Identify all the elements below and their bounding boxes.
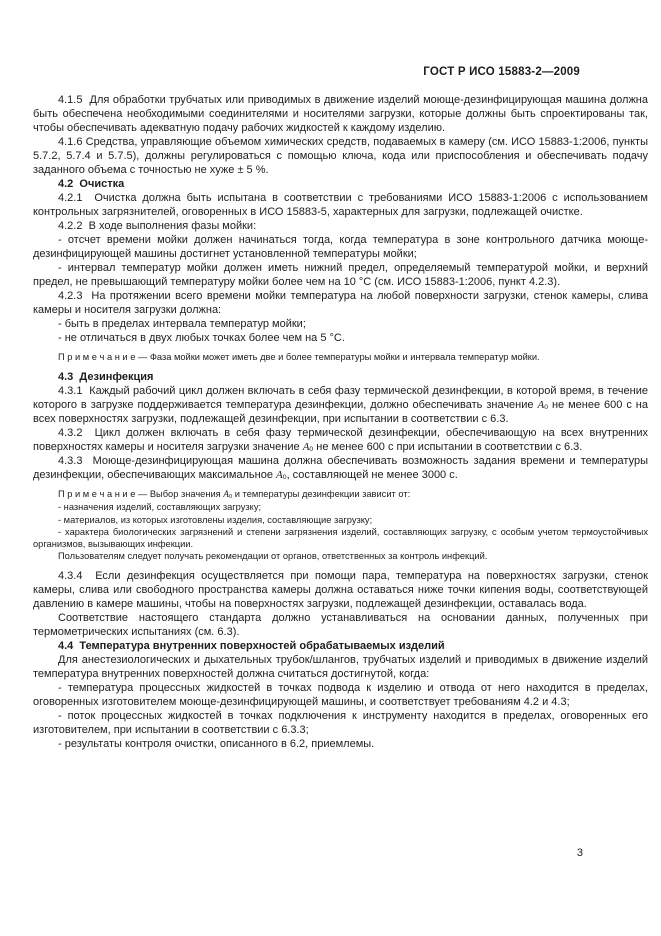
paragraph: 4.2.2 В ходе выполнения фазы мойки: xyxy=(58,220,257,232)
section-heading: 4.2 Очистка xyxy=(58,178,125,190)
paragraph: 4.3.2 Цикл должен включать в себя фазу термической дезинфекции, обеспечивающую на всех внутренних поверхностях камеры и носителя загрузки значение $A_0$ не менее 600 с при испытании в соответствии с 6.3. xyxy=(33,427,648,454)
paragraph: - результаты контроля очистки, описанного в 6.2, приемлемы. xyxy=(58,738,375,751)
paragraph: 4.2.1 Очистка должна быть испытана в соответствии с требованиями ИСО 15883-1:2006 с использованием контрольных загрязнителей, оговоренных в ИСО 15883-5, характерных для загрузки, подлежащей очистке. xyxy=(33,192,648,218)
paragraph: 4.3.3 Моюще-дезинфицирующая машина должна обеспечивать возможность задания времени и температуры дезинфекции, обеспечивающих максимальное $A_0$, составляющей не менее 3000 с. xyxy=(33,455,648,482)
page-number: 3 xyxy=(576,847,583,859)
paragraph: 4.1.6 Средства, управляющие объемом химических средств, подаваемых в камеру (см. ИСО 15883-1:2006, пункты 5.7.2, 5.7.4 и 5.7.5), должны регулироваться с помощью ключа, кода или приспособления и обеспечивать подачу заданного объема с точностью не хуже ± 5 %. xyxy=(33,136,648,176)
document-body xyxy=(33,93,648,751)
paragraph: 4.3.4 Если дезинфекция осуществляется при помощи пара, температура на поверхностях загрузки, стенок камеры, слива или свободного пространства камеры должна оставаться ниже точки кипения воды, соответствующей давлению в камере машины, чтобы на поверхностях загрузки, подлежащей дезинфекции, оставалась вода. xyxy=(33,570,648,611)
paragraph: - температура процессных жидкостей в точках подвода к изделию и отвода от него находится в пределах, оговоренных изготовителем моюще-дезинфицирующей машины, и соответствует требованиям 4.2 и 4.3; xyxy=(33,682,648,709)
note-block xyxy=(33,351,648,363)
a0-symbol: $A_0$ xyxy=(302,441,314,454)
note-line: Пользователям следует получать рекомендации от органов, ответственных за контроль инфекций. xyxy=(58,551,488,562)
paragraph: - не отличаться в двух любых точках более чем на 5 °С. xyxy=(58,332,345,344)
paragraph: Соответствие настоящего стандарта должно устанавливаться на основании данных, полученных при термометрических испытаниях (см. 6.3). xyxy=(33,612,648,639)
paragraph: 4.1.5 Для обработки трубчатых или приводимых в движение изделий моюще-дезинфицирующая машина должна быть обеспечена необходимыми соединителями и носителями загрузки, которые должны быть спроектированы так, чтобы обеспечивать адекватную подачу рабочих жидкостей к каждому изделию. xyxy=(33,94,648,134)
note-line: - характера биологических загрязнений и степени загрязнения изделий, составляющих загрузку, с особым учетом термоустойчивых организмов, вызывающих инфекции. xyxy=(33,526,648,550)
paragraph: - интервал температур мойки должен иметь нижний предел, определяемый температурой мойки, и верхний предел, не превышающий температуру мойки более чем на 10 °С (см. ИСО 15883-1:2006, пункт 4.2.3). xyxy=(33,262,648,288)
note-line: П р и м е ч а н и е — Фаза мойки может иметь две и более температуры мойки и интервала температур мойки. xyxy=(58,352,540,362)
note-line: - материалов, из которых изготовлены изделия, составляющие загрузку; xyxy=(58,514,373,525)
paragraph: - отсчет времени мойки должен начинаться тогда, когда температура в зоне контрольного датчика моюще-дезинфицирующей машины достигнет установленной температуры мойки; xyxy=(33,234,648,260)
a0-symbol: $A_0$ xyxy=(276,469,287,482)
paragraph: 4.3.1 Каждый рабочий цикл должен включать в себя фазу термической дезинфекции, в которой время, в течение которого в загрузке поддерживается температура дезинфекции, должно обеспечивать значение $A_0$ не менее 600 с на всех поверхностях загрузки, подлежащей дезинфекции, при испытании в соответствии с 6.3. xyxy=(33,385,649,426)
paragraph: - быть в пределах интервала температур мойки; xyxy=(58,318,306,330)
document-header: ГОСТ Р ИСО 15883-2—2009 xyxy=(423,66,580,78)
paragraph: 4.2.3 На протяжении всего времени мойки температура на любой поверхности загрузки, стенок камеры, слива камеры и носителя загрузки должна: xyxy=(33,290,648,316)
note-line: П р и м е ч а н и е — Выбор значения $A_0$ и температуры дезинфекции зависит от: xyxy=(58,489,411,501)
section-heading: 4.4 Температура внутренних поверхностей обрабатываемых изделий xyxy=(58,640,445,653)
note-block xyxy=(33,488,648,562)
a0-symbol: $A_0$ xyxy=(537,399,548,412)
paragraph: - поток процессных жидкостей в точках подключения к инструменту находится в пределах, оговоренных его изготовителем, при испытании в соответствии с 6.3.3; xyxy=(33,710,648,737)
note-line: - назначения изделий, составляющих загрузку; xyxy=(58,502,262,513)
a0-symbol: $A_0$ xyxy=(223,490,233,501)
section-heading: 4.3 Дезинфекция xyxy=(58,371,154,384)
paragraph: Для анестезиологических и дыхательных трубок/шлангов, трубчатых изделий и приводимых в движение изделий температура внутренних поверхностей должна считаться достигнутой, когда: xyxy=(33,654,648,681)
